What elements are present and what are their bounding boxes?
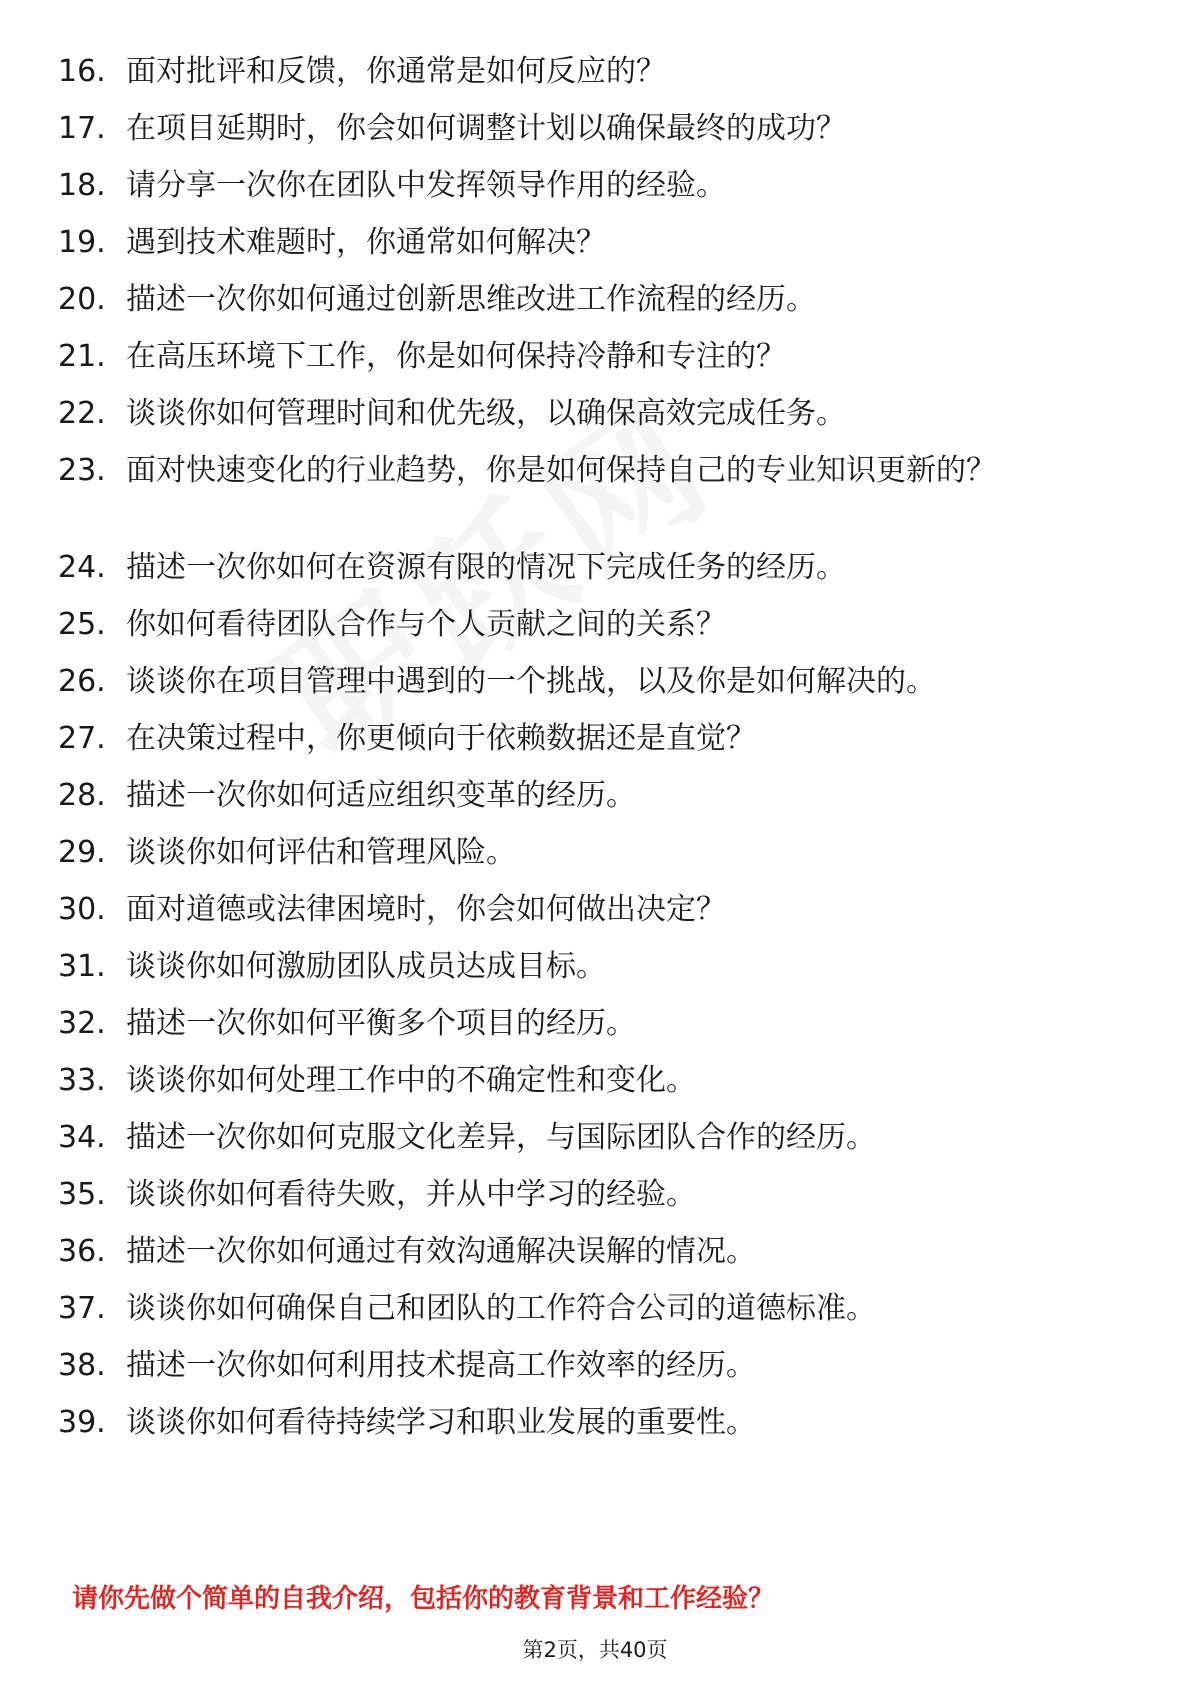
question-number: 22. [58,396,106,431]
question-text: 描述一次你如何通过创新思维改进工作流程的经历。 [126,282,816,317]
question-number: 24. [58,550,106,585]
question-item [58,833,1108,873]
question-number: 36. [58,1234,106,1269]
question-item [58,109,1108,149]
question-text: 谈谈你如何处理工作中的不确定性和变化。 [126,1063,696,1098]
question-item [58,890,1108,930]
question-item [58,52,1108,92]
question-item [58,1289,1108,1329]
page-number: 第2页，共40页 [522,1638,668,1662]
question-text: 面对道德或法律困境时，你会如何做出决定？ [126,892,726,927]
question-item [58,1232,1108,1272]
question-item [58,1061,1108,1101]
question-text: 谈谈你如何看待失败，并从中学习的经验。 [126,1177,696,1212]
question-item [58,1403,1108,1443]
question-text: 描述一次你如何通过有效沟通解决误解的情况。 [126,1234,756,1269]
question-text: 在决策过程中，你更倾向于依赖数据还是直觉？ [126,721,756,756]
question-number: 38. [58,1348,106,1383]
question-text: 描述一次你如何在资源有限的情况下完成任务的经历。 [126,550,846,585]
question-item [58,337,1108,377]
question-text: 谈谈你如何评估和管理风险。 [126,835,516,870]
question-number: 33. [58,1063,106,1098]
question-text: 描述一次你如何利用技术提高工作效率的经历。 [126,1348,756,1383]
question-number: 37. [58,1291,106,1326]
intro-question: 请你先做个简单的自我介绍，包括你的教育背景和工作经验？ [72,1584,775,1614]
question-number: 30. [58,892,106,927]
question-number: 20. [58,282,106,317]
question-item [58,223,1108,263]
question-text: 谈谈你如何确保自己和团队的工作符合公司的道德标准。 [126,1291,876,1326]
question-text: 你如何看待团队合作与个人贡献之间的关系？ [126,607,726,642]
question-number: 27. [58,721,106,756]
question-text: 谈谈你在项目管理中遇到的一个挑战，以及你是如何解决的。 [126,664,936,699]
question-text: 遇到技术难题时，你通常如何解决？ [126,225,606,260]
question-item [58,1118,1108,1158]
question-number: 21. [58,339,106,374]
question-number: 29. [58,835,106,870]
question-text: 描述一次你如何平衡多个项目的经历。 [126,1006,636,1041]
question-item [58,662,1108,702]
question-item [58,719,1108,759]
question-item [58,947,1108,987]
question-text: 请分享一次你在团队中发挥领导作用的经验。 [126,168,726,203]
question-number: 23. [58,453,106,488]
question-number: 17. [58,111,106,146]
question-text: 谈谈你如何激励团队成员达成目标。 [126,949,606,984]
question-text: 面对快速变化的行业趋势，你是如何保持自己的专业知识更新的？ [126,453,996,488]
question-item [58,1346,1108,1386]
question-item [58,605,1108,645]
question-number: 32. [58,1006,106,1041]
question-text: 描述一次你如何适应组织变革的经历。 [126,778,636,813]
question-item [58,280,1108,320]
question-text: 在高压环境下工作，你是如何保持冷静和专注的？ [126,339,786,374]
question-item [58,548,1108,588]
question-number: 16. [58,54,106,89]
question-item [58,1175,1108,1215]
question-text: 面对批评和反馈，你通常是如何反应的？ [126,54,666,89]
question-number: 35. [58,1177,106,1212]
question-number: 25. [58,607,106,642]
question-item [58,1004,1108,1044]
question-text: 描述一次你如何克服文化差异，与国际团队合作的经历。 [126,1120,876,1155]
question-item [58,166,1108,206]
question-item [58,394,1108,434]
question-number: 34. [58,1120,106,1155]
question-number: 26. [58,664,106,699]
question-number: 18. [58,168,106,203]
question-text: 在项目延期时，你会如何调整计划以确保最终的成功？ [126,111,846,146]
question-number: 39. [58,1405,106,1440]
question-number: 28. [58,778,106,813]
question-item [58,451,1108,491]
question-number: 31. [58,949,106,984]
question-number: 19. [58,225,106,260]
question-text: 谈谈你如何看待持续学习和职业发展的重要性。 [126,1405,756,1440]
question-item [58,776,1108,816]
question-text: 谈谈你如何管理时间和优先级，以确保高效完成任务。 [126,396,846,431]
